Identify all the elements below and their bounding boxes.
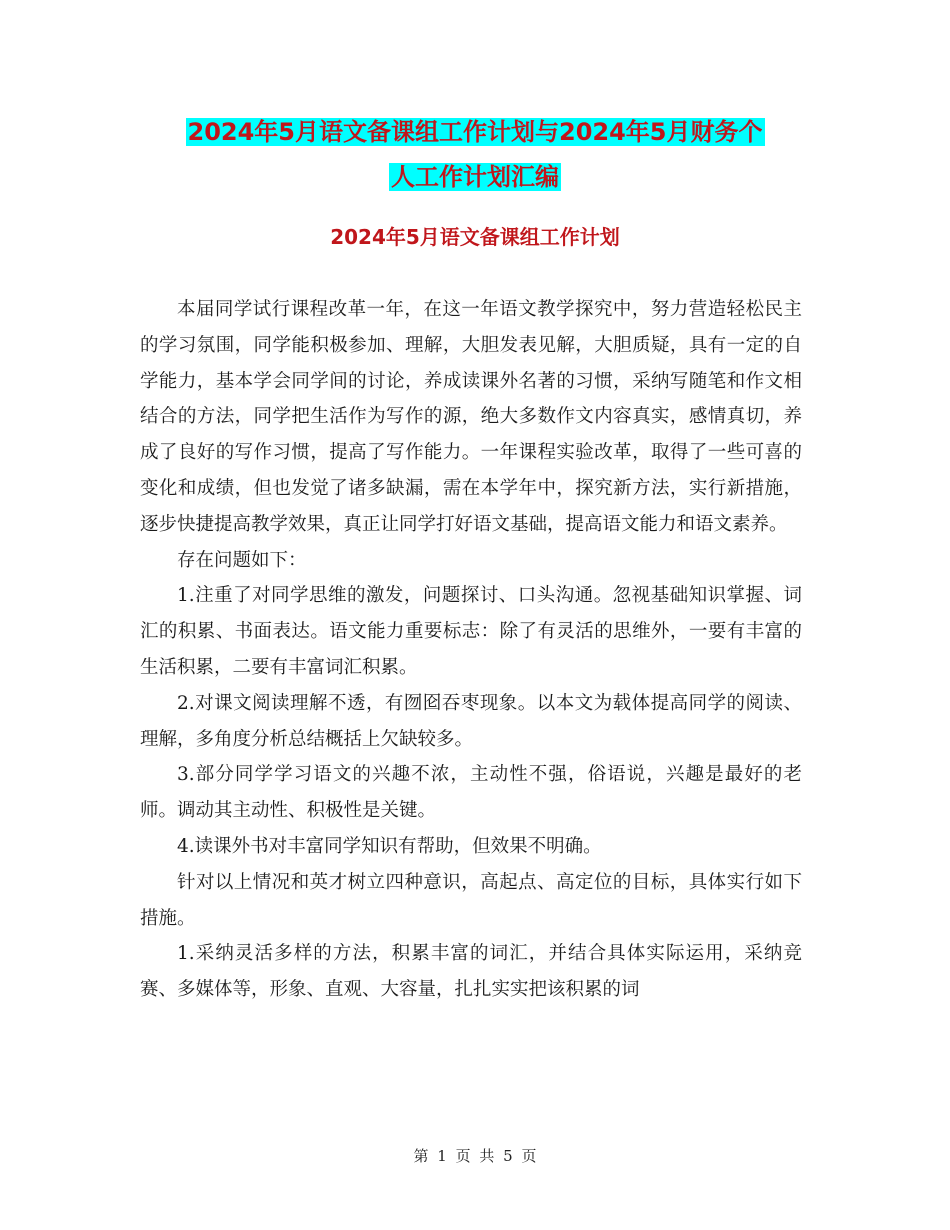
paragraph-intro: 本届同学试行课程改革一年，在这一年语文教学探究中，努力营造轻松民主的学习氛围，同学能积极参加、理解，大胆发表见解，大胆质疑，具有一定的自学能力，基本学会同学间的讨论，养成读课外名著的习惯，采纳写随笔和作文相结合的方法，同学把生活作为写作的源，绝大多数作文内容真实，感情真切，养成了良好的写作习惯，提高了写作能力。一年课程实验改革，取得了一些可喜的变化和成绩，但也发觉了诸多缺漏，需在本学年中，探究新方法，实行新措施，逐步快捷提高教学效果，真正让同学打好语文基础，提高语文能力和语文素养。 <box>140 299 802 535</box>
page-footer: 第 1 页 共 5 页 <box>413 1147 537 1165</box>
paragraph-measures-intro: 针对以上情况和英才树立四种意识，高起点、高定位的目标，具体实行如下措施。 <box>140 871 802 929</box>
section-title: 2024年5月语文备课组工作计划 <box>330 225 620 249</box>
paragraph-measure-1: 1.采纳灵活多样的方法，积累丰富的词汇，并结合具体实际运用，采纳竞赛、多媒体等，形象、直观、大容量，扎扎实实把该积累的词 <box>140 943 802 1001</box>
paragraph-problem-3: 3.部分同学学习语文的兴趣不浓，主动性不强，俗语说，兴趣是最好的老师。调动其主动性、积极性是关键。 <box>140 764 802 822</box>
paragraph-problem-1: 1.注重了对同学思维的激发，问题探讨、口头沟通。忽视基础知识掌握、词汇的积累、书面表达。语文能力重要标志：除了有灵活的思维外，一要有丰富的生活积累，二要有丰富词汇积累。 <box>140 585 802 678</box>
document-title-line-2: 人工作计划汇编 <box>391 163 559 191</box>
document-title <box>140 110 810 200</box>
paragraph-problems-heading: 存在问题如下： <box>177 549 307 571</box>
document-title-line-1: 2024年5月语文备课组工作计划与2024年5月财务个 <box>187 118 763 146</box>
paragraph-problem-4: 4.读课外书对丰富同学知识有帮助，但效果不明确。 <box>177 835 602 857</box>
paragraph-problem-2: 2.对课文阅读理解不透，有囫囵吞枣现象。以本文为载体提高同学的阅读、理解，多角度分析总结概括上欠缺较多。 <box>140 692 802 750</box>
document-body <box>140 292 802 1008</box>
